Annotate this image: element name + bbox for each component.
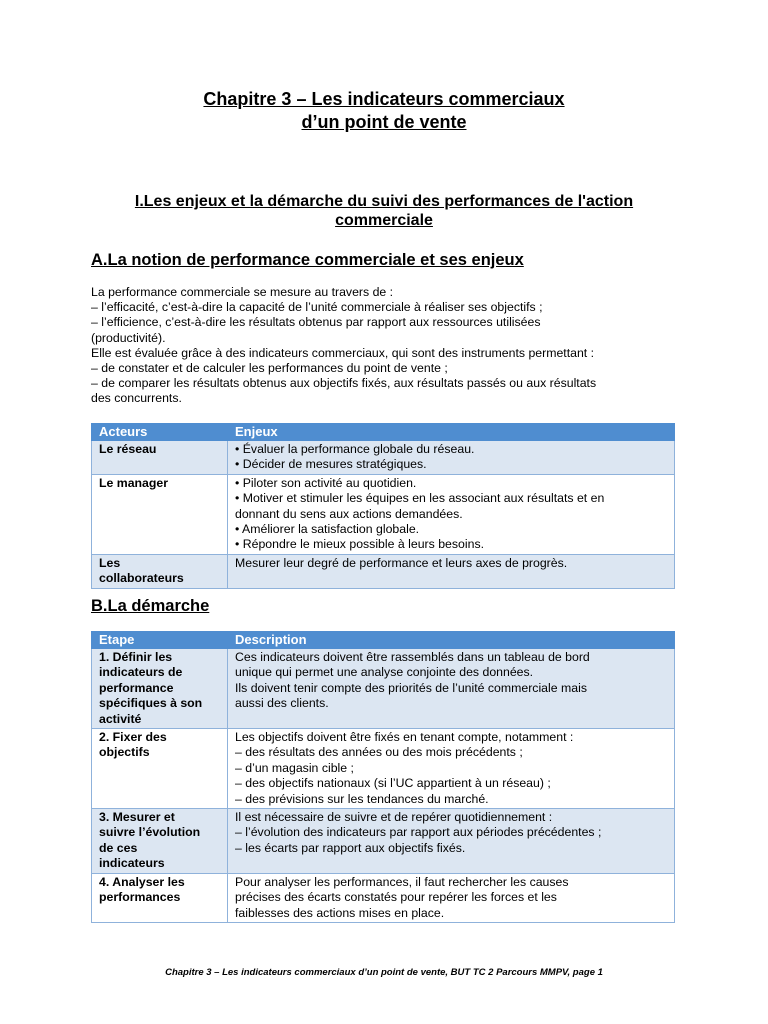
chapter-title-line2: d’un point de vente bbox=[301, 112, 467, 132]
cell-line: collaborateurs bbox=[99, 571, 184, 586]
row-key-cell bbox=[92, 441, 228, 475]
cell-line: – d’un magasin cible ; bbox=[235, 760, 354, 775]
row-key-cell bbox=[92, 554, 228, 588]
cell-line: • Améliorer la satisfaction globale. bbox=[235, 522, 420, 537]
cell-line: 3. Mesurer et bbox=[99, 810, 175, 825]
table-row bbox=[92, 809, 675, 874]
cell-line: spécifiques à son bbox=[99, 696, 203, 711]
cell-line: Le réseau bbox=[99, 442, 157, 456]
cell-line: activité bbox=[99, 711, 142, 726]
row-key-cell bbox=[92, 873, 228, 922]
cell-line: donnant du sens aux actions demandées. bbox=[235, 506, 463, 521]
cell-line: aussi des clients. bbox=[235, 696, 329, 711]
row-value-cell bbox=[228, 649, 675, 729]
row-value-cell bbox=[228, 474, 675, 554]
cell-line: Ces indicateurs doivent être rassemblés dans un tableau de bord bbox=[235, 650, 590, 664]
table-header-row bbox=[92, 424, 675, 441]
paragraph-line: – l’efficacité, c’est-à-dire la capacité de l’unité commerciale à réaliser ses objectifs ; bbox=[91, 300, 543, 315]
row-key-cell bbox=[92, 649, 228, 729]
row-value-cell bbox=[228, 809, 675, 874]
cell-line: performances bbox=[99, 890, 181, 905]
table-row bbox=[92, 441, 675, 475]
cell-line: unique qui permet une analyse conjointe des données. bbox=[235, 665, 534, 680]
cell-line: de ces bbox=[99, 840, 138, 855]
cell-line: – des résultats des années ou des mois précédents ; bbox=[235, 745, 523, 760]
actors-stakes-table bbox=[91, 423, 675, 589]
section-a-heading: A.La notion de performance commerciale et ses enjeux bbox=[91, 251, 524, 269]
row-value-cell bbox=[228, 554, 675, 588]
cell-line: – des objectifs nationaux (si l’UC appartient à un réseau) ; bbox=[235, 776, 551, 791]
cell-line: Les objectifs doivent être fixés en tenant compte, notamment : bbox=[235, 730, 574, 745]
cell-line: Ils doivent tenir compte des priorités de l’unité commerciale mais bbox=[235, 680, 587, 695]
paragraph-line: Elle est évaluée grâce à des indicateurs commerciaux, qui sont des instruments permettant : bbox=[91, 345, 595, 360]
cell-line: indicateurs bbox=[99, 856, 165, 871]
row-key-cell bbox=[92, 809, 228, 874]
cell-line: Il est nécessaire de suivre et de repérer quotidiennement : bbox=[235, 810, 553, 825]
cell-line: • Décider de mesures stratégiques. bbox=[235, 457, 427, 472]
row-value-cell bbox=[228, 873, 675, 922]
cell-line: • Piloter son activité au quotidien. bbox=[235, 475, 417, 490]
steps-description-table bbox=[91, 631, 675, 923]
table-row bbox=[92, 554, 675, 588]
cell-line: Pour analyser les performances, il faut rechercher les causes bbox=[235, 874, 569, 889]
row-key-cell bbox=[92, 474, 228, 554]
table-row bbox=[92, 649, 675, 729]
table-row bbox=[92, 873, 675, 922]
paragraph-line: – de comparer les résultats obtenus aux objectifs fixés, aux résultats passés ou aux résultats bbox=[91, 376, 597, 391]
cell-line: précises des écarts constatés pour repérer les forces et les bbox=[235, 890, 557, 905]
table-header-acteurs: Acteurs bbox=[92, 424, 228, 441]
cell-line: 1. Définir les bbox=[99, 650, 173, 664]
table-header-row bbox=[92, 632, 675, 649]
cell-line: • Répondre le mieux possible à leurs besoins. bbox=[235, 537, 485, 552]
cell-line: performance bbox=[99, 680, 174, 695]
section-1-heading-line2: commerciale bbox=[335, 212, 433, 229]
paragraph-line: La performance commerciale se mesure au travers de : bbox=[91, 285, 394, 299]
table-header-description: Description bbox=[228, 632, 675, 649]
cell-line: • Évaluer la performance globale du réseau. bbox=[235, 442, 475, 456]
table-row bbox=[92, 729, 675, 809]
paragraph-line: des concurrents. bbox=[91, 391, 182, 406]
section-1-heading-line1: I.Les enjeux et la démarche du suivi des performances de l'action bbox=[134, 193, 634, 210]
paragraph-line: – l’efficience, c’est-à-dire les résultats obtenus par rapport aux ressources utilisées bbox=[91, 315, 541, 330]
row-key-cell bbox=[92, 729, 228, 809]
cell-line: 4. Analyser les bbox=[99, 874, 185, 889]
table-header-etape: Etape bbox=[92, 632, 228, 649]
cell-line: indicateurs de bbox=[99, 665, 183, 680]
row-value-cell bbox=[228, 441, 675, 475]
table-row bbox=[92, 474, 675, 554]
paragraph-line: – de constater et de calculer les performances du point de vente ; bbox=[91, 361, 448, 376]
cell-line: 2. Fixer des bbox=[99, 730, 167, 745]
cell-line: suivre l’évolution bbox=[99, 825, 201, 840]
cell-line: objectifs bbox=[99, 745, 150, 760]
cell-line: Les bbox=[99, 555, 121, 570]
cell-line: – l’évolution des indicateurs par rapport aux périodes précédentes ; bbox=[235, 825, 602, 840]
cell-line: faiblesses des actions mises en place. bbox=[235, 905, 445, 920]
cell-line: – des prévisions sur les tendances du marché. bbox=[235, 791, 489, 806]
section-a-paragraph bbox=[91, 285, 681, 407]
section-b-heading: B.La démarche bbox=[91, 597, 210, 615]
cell-line: Mesurer leur degré de performance et leurs axes de progrès. bbox=[235, 555, 568, 570]
cell-line: • Motiver et stimuler les équipes en les associant aux résultats et en bbox=[235, 491, 605, 506]
row-value-cell bbox=[228, 729, 675, 809]
page-footer: Chapitre 3 – Les indicateurs commerciaux d’un point de vente, BUT TC 2 Parcours MMPV, page 1 bbox=[165, 967, 603, 978]
cell-line: Le manager bbox=[99, 475, 169, 490]
table-header-enjeux: Enjeux bbox=[228, 424, 675, 441]
paragraph-line: (productivité). bbox=[91, 330, 166, 345]
cell-line: – les écarts par rapport aux objectifs fixés. bbox=[235, 840, 466, 855]
chapter-title-line1: Chapitre 3 – Les indicateurs commerciaux bbox=[203, 89, 565, 109]
